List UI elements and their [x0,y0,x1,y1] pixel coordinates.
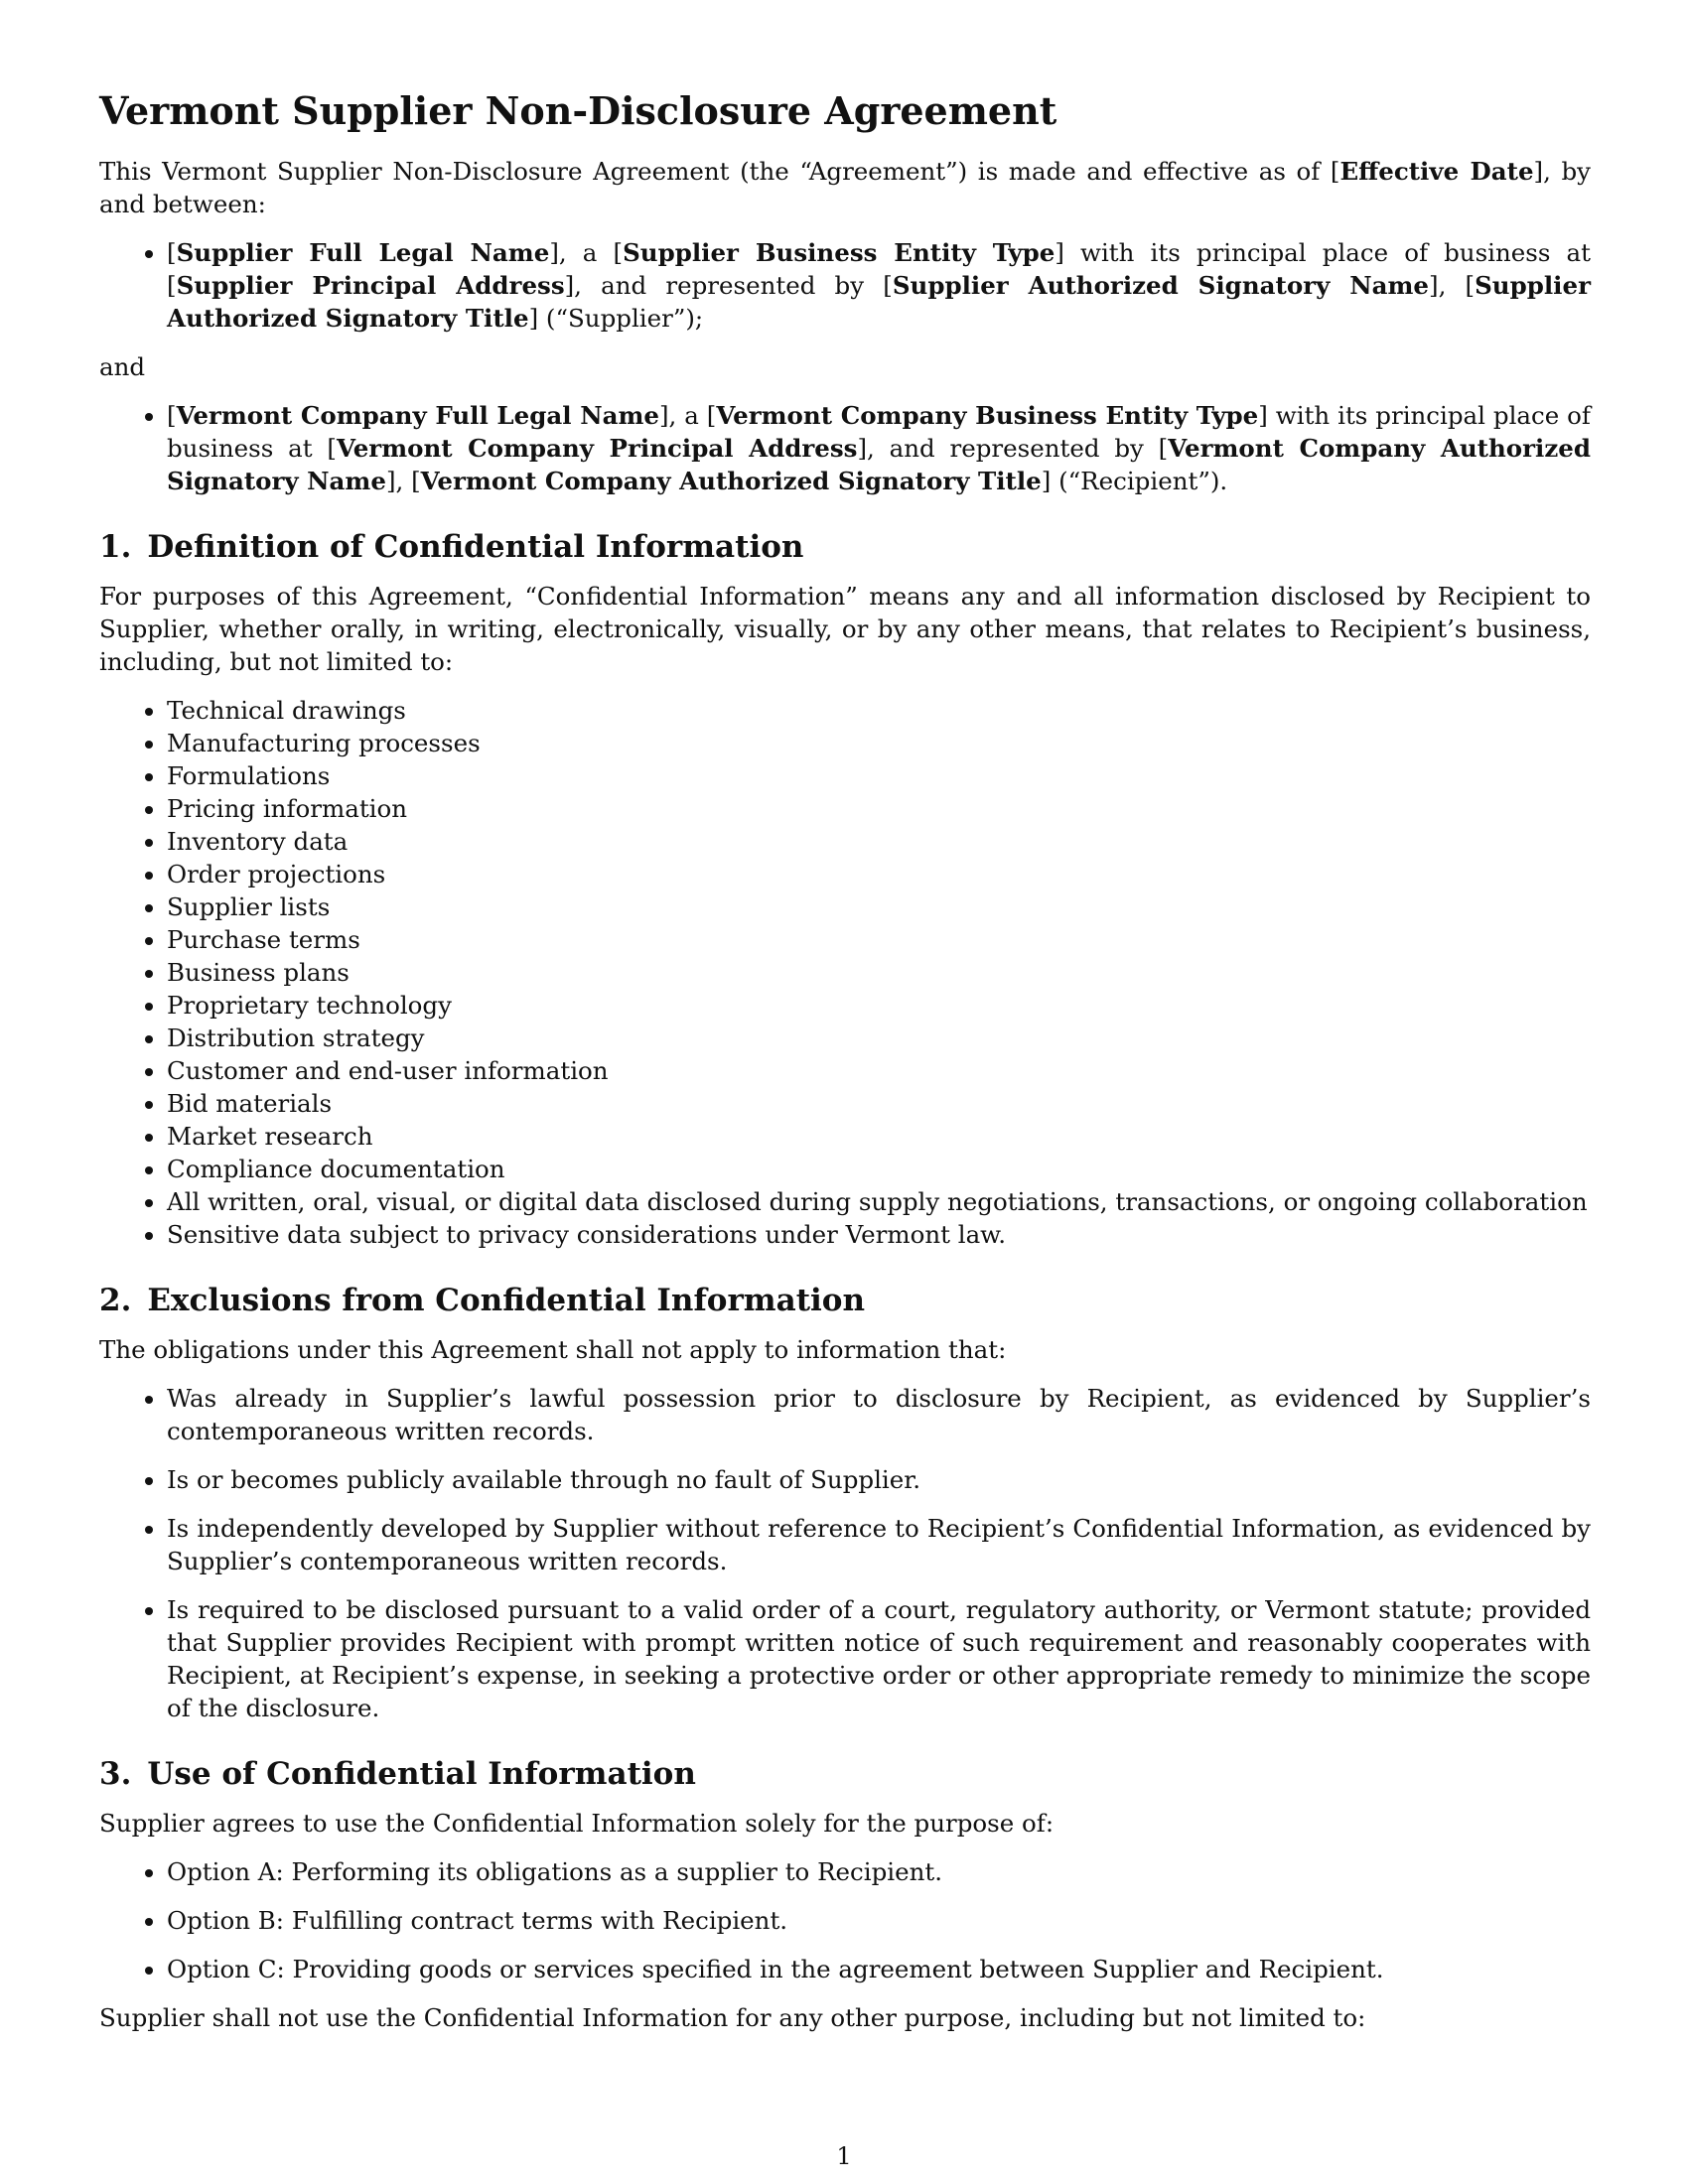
recipient-party-list [99,399,1591,497]
list-item: • Business plans [167,956,1591,989]
effective-date-placeholder: Effective Date [1339,157,1534,186]
list-item: • Option B: Fulfilling contract terms with Recipient. [167,1904,1591,1937]
section-3-list [99,1855,1591,1985]
supplier-signatory-name-placeholder: Supplier Authorized Signatory Name [892,271,1430,300]
list-item: • Option C: Providing goods or services specified in the agreement between Supplier and Recipient. [167,1953,1591,1985]
intro-paragraph [99,155,1591,220]
intro-text-end: ], by and between: [99,157,1591,218]
list-item: • Supplier lists [167,890,1591,923]
section-title: Use of Confidential Information [147,1756,696,1792]
list-item: • Option A: Performing its obligations as a supplier to Recipient. [167,1855,1591,1888]
list-item: • Was already in Supplier’s lawful possession prior to disclosure by Recipient, as evidenced by Supplier’s contemporaneous written records. [167,1382,1591,1447]
section-heading-3 [99,1754,1591,1794]
recipient-name-placeholder: Vermont Company Full Legal Name [176,401,659,430]
recipient-address-placeholder: Vermont Company Principal Address [336,434,858,463]
recipient-signatory-name-placeholder: Vermont Company Authorized Signatory Name [167,434,1591,495]
list-item: • All written, oral, visual, or digital data disclosed during supply negotiations, transactions, or ongoing collaboration [167,1185,1591,1218]
section-title: Definition of Confidential Information [147,529,804,565]
recipient-signatory-title-placeholder: Vermont Company Authorized Signatory Title [420,467,1042,495]
section-2-list [99,1382,1591,1724]
list-item: • Order projections [167,858,1591,890]
page-number: 1 [836,2142,852,2170]
list-item: • Inventory data [167,825,1591,858]
supplier-party-list [99,236,1591,335]
section-2-intro: The obligations under this Agreement shall not apply to information that: [99,1335,1007,1364]
supplier-entity-placeholder: Supplier Business Entity Type [623,238,1055,267]
list-item: • Proprietary technology [167,989,1591,1022]
section-number: 3. [99,1756,132,1792]
section-3-outro: Supplier shall not use the Confidential Information for any other purpose, including but not limited to: [99,2003,1366,2032]
section-1-intro: For purposes of this Agreement, “Confidential Information” means any and all information disclosed by Recipient to Supplier, whether orally, in writing, electronically, visually, or by any other means, that relates to Recipient’s business, including, but not limited to: [99,582,1591,676]
list-item: • Sensitive data subject to privacy considerations under Vermont law. [167,1218,1591,1251]
section-1-list [99,694,1591,1251]
list-item: • Distribution strategy [167,1022,1591,1054]
list-item: • Customer and end-user information [167,1054,1591,1087]
supplier-party: • [Supplier Full Legal Name], a [Supplier Business Entity Type] with its principal place of business at [Supplier Principal Address], and represented by [Supplier Authorized Signatory Name], [Supplier Authorized Signatory Title] (“Supplier”); [167,236,1591,335]
supplier-address-placeholder: Supplier Principal Address [176,271,565,300]
list-item: • Market research [167,1120,1591,1153]
recipient-party: • [Vermont Company Full Legal Name], a [Vermont Company Business Entity Type] with its principal place of business at [Vermont Company Principal Address], and represented by [Vermont Company Authorized Signatory Name], [Vermont Company Authorized Signatory Title] (“Recipient”). [167,399,1591,497]
section-number: 2. [99,1283,132,1318]
list-item: • Is or becomes publicly available through no fault of Supplier. [167,1463,1591,1496]
section-number: 1. [99,529,132,565]
list-item: • Bid materials [167,1087,1591,1120]
recipient-entity-placeholder: Vermont Company Business Entity Type [716,401,1259,430]
document-page [99,87,1591,2050]
list-item: • Is required to be disclosed pursuant to a valid order of a court, regulatory authority, or Vermont statute; provided that Supplier provides Recipient with prompt written notice of such requirement and reasonably cooperates with Recipient, at Recipient’s expense, in seeking a protective order or other appropriate remedy to minimize the scope of the disclosure. [167,1593,1591,1724]
list-item: • Purchase terms [167,923,1591,956]
section-title: Exclusions from Confidential Information [147,1283,866,1318]
section-3-intro: Supplier agrees to use the Confidential Information solely for the purpose of: [99,1809,1055,1838]
intro-text: This Vermont Supplier Non-Disclosure Agreement (the “Agreement”) is made and effective as of [ [99,157,1340,186]
supplier-signatory-title-placeholder: Supplier Authorized Signatory Title [167,271,1591,333]
supplier-name-placeholder: Supplier Full Legal Name [176,238,550,267]
list-item: • Compliance documentation [167,1153,1591,1185]
list-item: • Pricing information [167,792,1591,825]
list-item: • Is independently developed by Supplier without reference to Recipient’s Confidential Information, as evidenced by Supplier’s contemporaneous written records. [167,1512,1591,1577]
list-item: • Manufacturing processes [167,727,1591,759]
section-heading-2 [99,1281,1591,1320]
section-heading-1 [99,527,1591,567]
list-item: • Technical drawings [167,694,1591,727]
and-connector: and [99,352,146,381]
document-title: Vermont Supplier Non-Disclosure Agreement [99,88,1057,133]
list-item: • Formulations [167,759,1591,792]
